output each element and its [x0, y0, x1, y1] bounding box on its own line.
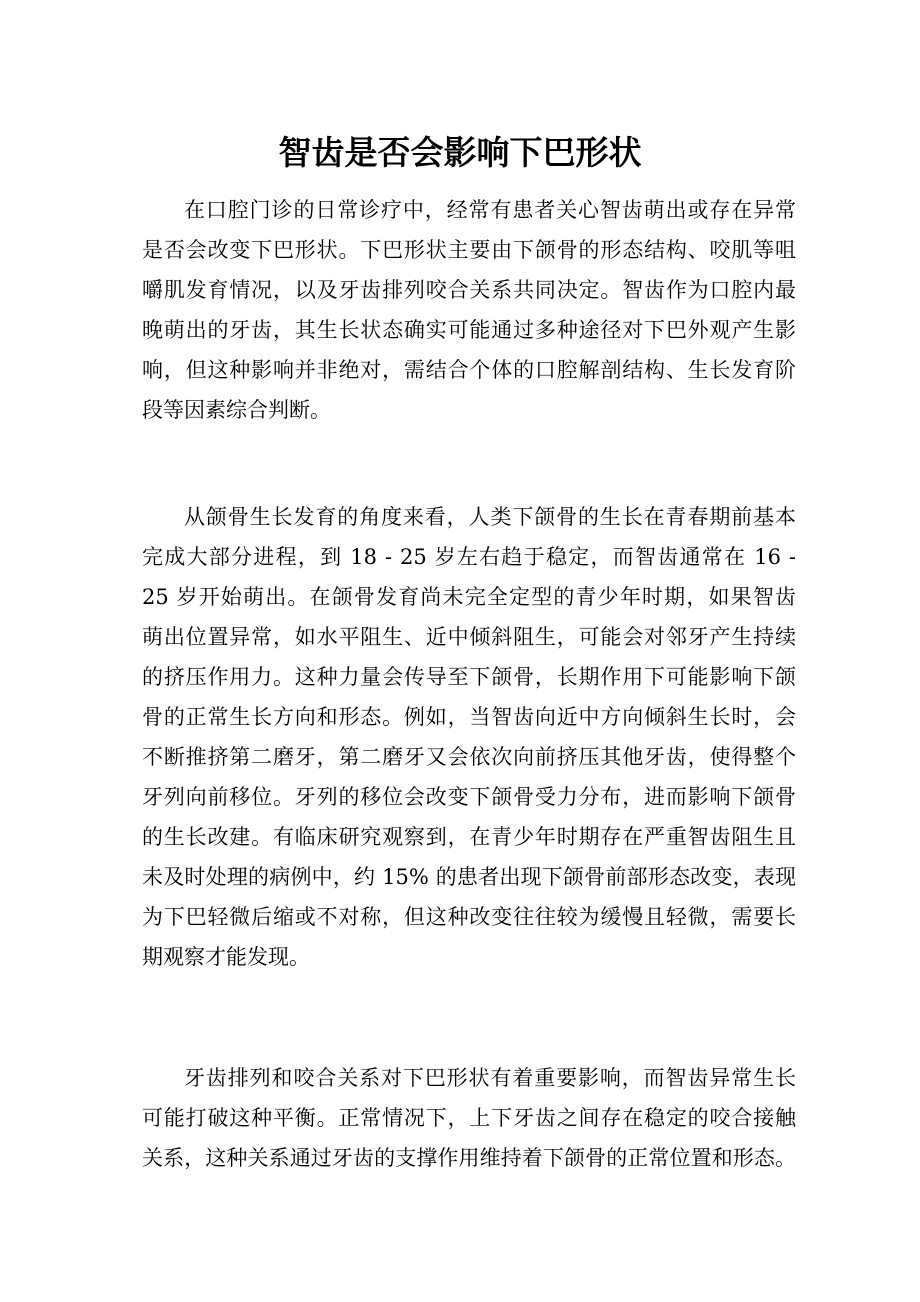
paragraph-1-line-3: 嚼肌发育情况，以及牙齿排列咬合关系共同决定。智齿作为口腔内最: [142, 278, 796, 302]
paragraph-2-line-8: 牙列向前移位。牙列的移位会改变下颌骨受力分布，进而影响下颌骨: [142, 785, 796, 809]
paragraph-3-line-2: 可能打破这种平衡。正常情况下，上下牙齿之间存在稳定的咬合接触: [142, 1106, 796, 1130]
paragraph-2-line-4: 萌出位置异常，如水平阻生、近中倾斜阻生，可能会对邻牙产生持续: [142, 625, 796, 649]
paragraph-1-line-1: 在口腔门诊的日常诊疗中，经常有患者关心智齿萌出或存在异常: [184, 198, 796, 222]
paragraph-1-line-4: 晚萌出的牙齿，其生长状态确实可能通过多种途径对下巴外观产生影: [142, 318, 796, 342]
paragraph-2-line-12: 期观察才能发现。: [142, 945, 310, 969]
paragraph-2-line-5: 的挤压作用力。这种力量会传导至下颌骨，长期作用下可能影响下颌: [142, 665, 796, 689]
paragraph-1: [142, 190, 796, 430]
paragraph-2-line-2: 完成大部分进程，到 18 - 25 岁左右趋于稳定，而智齿通常在 16 -: [142, 545, 796, 569]
paragraph-1-line-2: 是否会改变下巴形状。下巴形状主要由下颌骨的形态结构、咬肌等咀: [142, 238, 796, 262]
paragraph-3: [142, 1058, 796, 1178]
paragraph-2-line-10: 未及时处理的病例中，约 15% 的患者出现下颌骨前部形态改变，表现: [142, 865, 796, 889]
paragraph-1-line-5: 响，但这种影响并非绝对，需结合个体的口腔解剖结构、生长发育阶: [142, 358, 796, 382]
paragraph-2-line-1: 从颌骨生长发育的角度来看，人类下颌骨的生长在青春期前基本: [184, 505, 796, 529]
paragraph-2-line-11: 为下巴轻微后缩或不对称，但这种改变往往较为缓慢且轻微，需要长: [142, 905, 796, 929]
paragraph-2-line-6: 骨的正常生长方向和形态。例如，当智齿向近中方向倾斜生长时，会: [142, 705, 796, 729]
paragraph-2-line-9: 的生长改建。有临床研究观察到，在青少年时期存在严重智齿阻生且: [142, 825, 796, 849]
paragraph-2-line-3: 25 岁开始萌出。在颌骨发育尚未完全定型的青少年时期，如果智齿: [142, 585, 796, 609]
paragraph-3-line-3: 关系，这种关系通过牙齿的支撑作用维持着下颌骨的正常位置和形态。: [142, 1146, 796, 1170]
paragraph-3-line-1: 牙齿排列和咬合关系对下巴形状有着重要影响，而智齿异常生长: [184, 1066, 796, 1090]
paragraph-2-line-7: 不断推挤第二磨牙，第二磨牙又会依次向前挤压其他牙齿，使得整个: [142, 745, 796, 769]
paragraph-2: [142, 497, 796, 977]
paragraph-1-line-6: 段等因素综合判断。: [142, 398, 331, 422]
document-title: 智齿是否会影响下巴形状: [278, 133, 642, 172]
